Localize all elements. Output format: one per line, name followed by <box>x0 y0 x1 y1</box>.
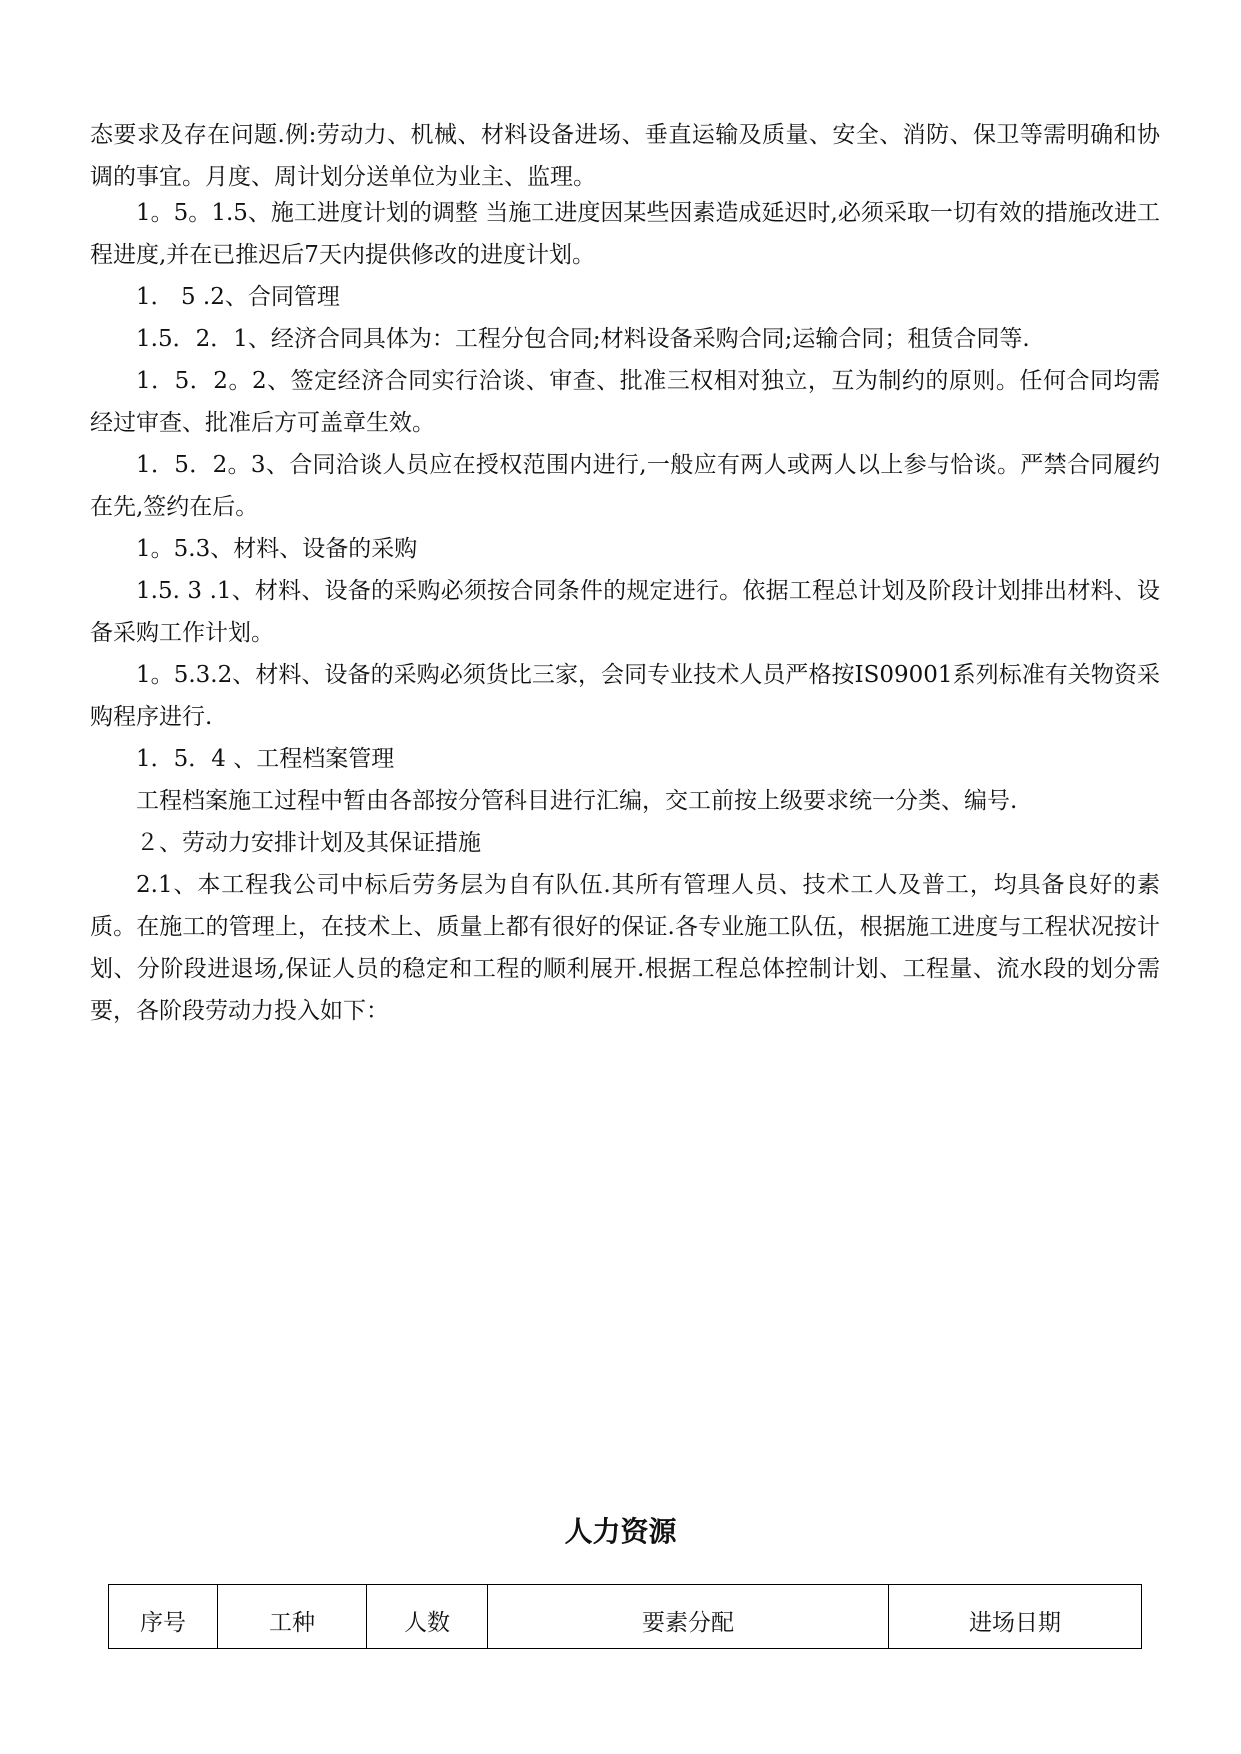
table-header-row <box>109 1585 1142 1649</box>
paragraph-archive: 工程档案施工过程中暂由各部按分管科目进行汇编，交工前按上级要求统一分类、编号. <box>136 788 1018 814</box>
heading-1-5-3: 1。5.3、材料、设备的采购 <box>136 536 418 562</box>
heading-1-5-4: 1．5．4 、工程档案管理 <box>136 746 395 772</box>
header-headcount: 人数 <box>367 1585 488 1649</box>
header-index: 序号 <box>109 1585 218 1649</box>
paragraph-1-5-2-2: 1．5．2。2、签定经济合同实行洽谈、审查、批准三权相对独立，互为制约的原则。任何合同均需经过审查、批准后方可盖章生效。 <box>90 368 1160 436</box>
paragraph-1-5-1-5: 1。5。1.5、施工进度计划的调整 当施工进度因某些因素造成延迟时,必须采取一切有效的措施改进工程进度,并在已推迟后7天内提供修改的进度计划。 <box>90 200 1160 268</box>
heading-2: ２、劳动力安排计划及其保证措施 <box>136 830 481 856</box>
heading-1-5-2: 1． 5 .2、合同管理 <box>136 284 340 310</box>
paragraph-1-5-2-1: 1.5．2．1、经济合同具体为：工程分包合同;材料设备采购合同;运输合同；租赁合同等. <box>136 326 1030 352</box>
paragraph-1-5-2-3: 1．5．2。3、合同洽谈人员应在授权范围内进行,一般应有两人或两人以上参与恰谈。严禁合同履约在先,签约在后。 <box>90 452 1160 520</box>
paragraph-continuation: 态要求及存在问题.例:劳动力、机械、材料设备进场、垂直运输及质量、安全、消防、保卫等需明确和协调的事宜。月度、周计划分送单位为业主、监理。 <box>90 122 1160 190</box>
table-title: 人力资源 <box>564 1515 677 1548</box>
header-allocation: 要素分配 <box>488 1585 889 1649</box>
header-trade: 工种 <box>218 1585 367 1649</box>
paragraph-1-5-3-1: 1.5. 3 .1、材料、设备的采购必须按合同条件的规定进行。依据工程总计划及阶段计划排出材料、设备采购工作计划。 <box>90 578 1160 646</box>
human-resources-table <box>108 1584 1142 1649</box>
paragraph-2-1: 2.1、本工程我公司中标后劳务层为自有队伍.其所有管理人员、技术工人及普工，均具备良好的素质。在施工的管理上，在技术上、质量上都有很好的保证.各专业施工队伍，根据施工进度与工程状况按计划、分阶段进退场,保证人员的稳定和工程的顺利展开.根据工程总体控制计划、工程量、流水段的划分需要，各阶段劳动力投入如下： <box>90 872 1160 1024</box>
paragraph-1-5-3-2: 1。5.3.2、材料、设备的采购必须货比三家，会同专业技术人员严格按IS09001系列标准有关物资采购程序进行. <box>90 662 1160 730</box>
header-entry-date: 进场日期 <box>889 1585 1142 1649</box>
